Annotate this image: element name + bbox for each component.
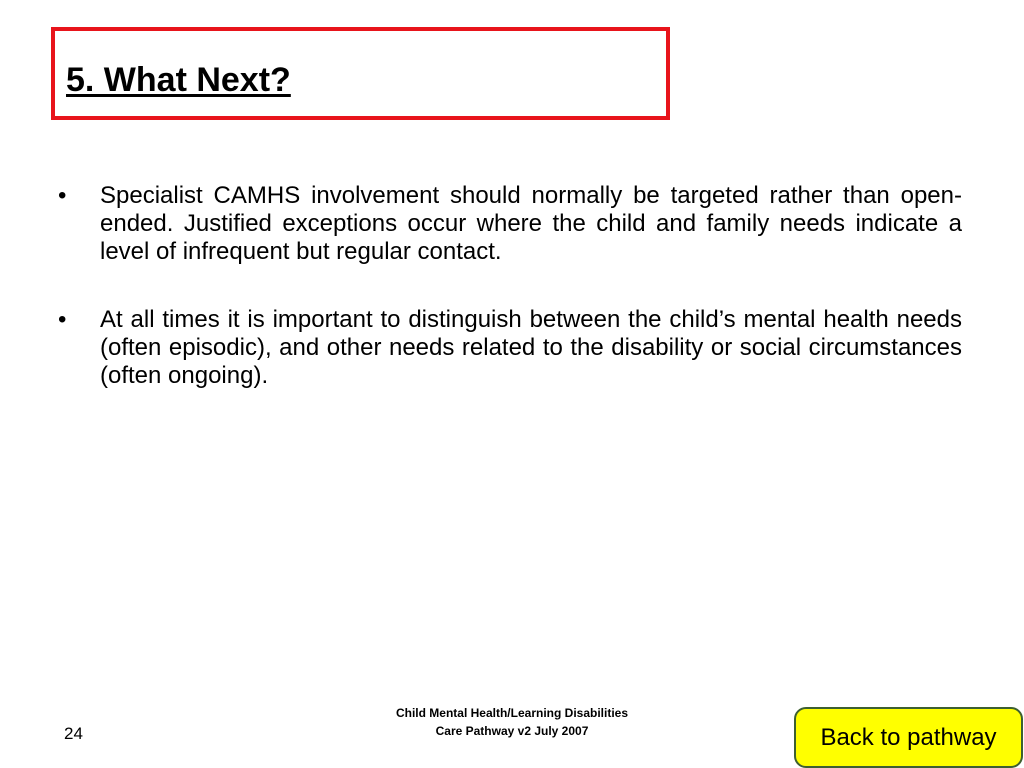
footer-caption <box>312 704 712 740</box>
title-box <box>51 27 670 120</box>
footer-line-2: Care Pathway v2 July 2007 <box>435 724 589 738</box>
bullet-text: Specialist CAMHS involvement should normally be targeted rather than open-ended. Justified exceptions occur where the child and family needs indicate a level of infrequent but regular contact. <box>100 182 962 265</box>
footer-line-1: Child Mental Health/Learning Disabilities <box>395 706 629 720</box>
slide-title: 5. What Next? <box>66 61 291 99</box>
bullet-point-icon: • <box>58 182 67 209</box>
bullet-list <box>58 182 962 430</box>
back-to-pathway-button[interactable]: Back to pathway <box>794 707 1023 768</box>
bullet-text: At all times it is important to distinguish between the child’s mental health needs (often episodic), and other needs related to the disability or social circumstances (often ongoing). <box>100 306 962 389</box>
bullet-point-icon: • <box>58 306 67 333</box>
bullet-item <box>58 182 962 266</box>
bullet-item <box>58 306 962 390</box>
page-number: 24 <box>64 724 83 743</box>
